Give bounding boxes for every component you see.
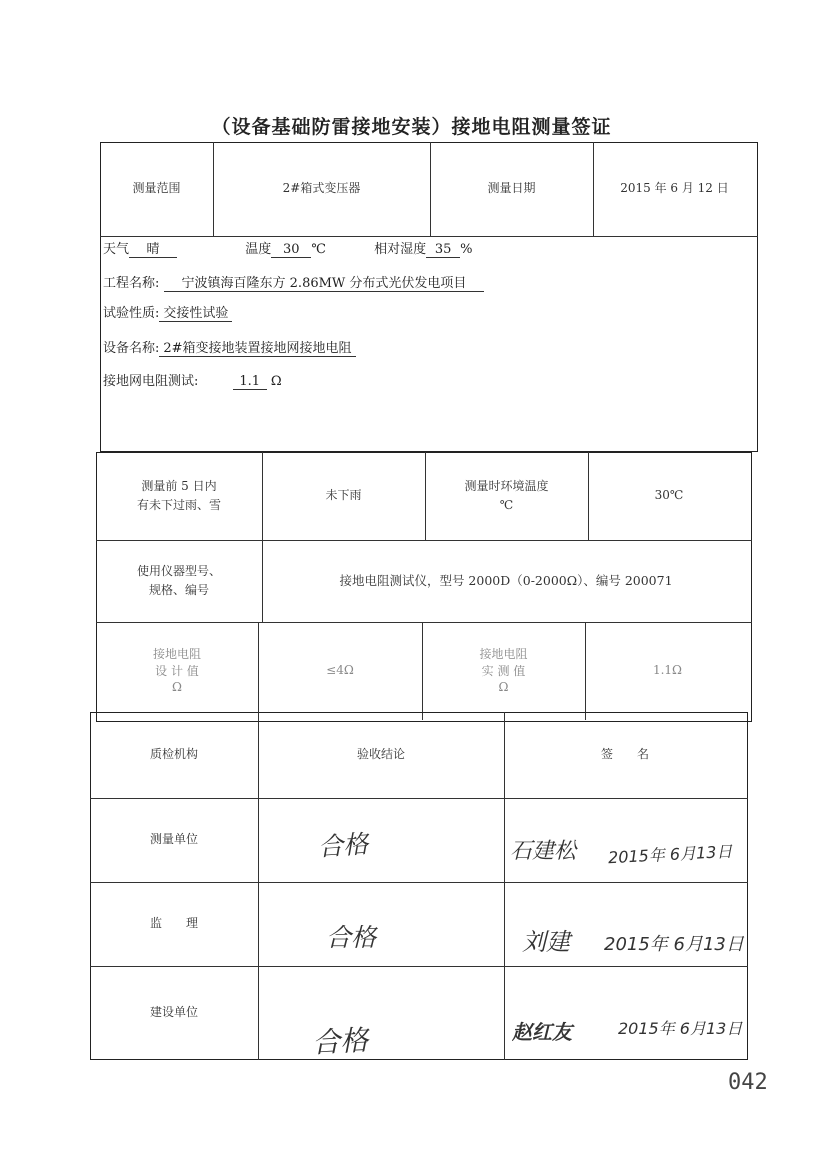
org-measurement-unit: 测量单位 bbox=[149, 832, 198, 847]
humidity-value: 35 bbox=[426, 242, 460, 258]
design-resistance-label: 接地电阻 设 计 值 Ω bbox=[152, 646, 201, 695]
test-type-value: 交接性试验 bbox=[159, 302, 232, 322]
signature-handwritten: 赵红友 bbox=[512, 1020, 572, 1044]
resistance-label: 接地网电阻测试: bbox=[103, 374, 199, 389]
equipment-label: 设备名称: bbox=[103, 341, 160, 356]
temp-value: 30 bbox=[271, 242, 311, 258]
org-supervision: 监 理 bbox=[149, 916, 198, 931]
conclusion-handwritten: 合格 bbox=[311, 1023, 369, 1060]
temp-label: 温度 bbox=[245, 242, 272, 257]
instrument-value: 接地电阻测试仪，型号 2000D（0-2000Ω）、编号 200071 bbox=[339, 573, 673, 588]
test-type-row bbox=[103, 302, 232, 322]
project-value: 宁波镇海百隆东方 2.86MW 分布式光伏发电项目 bbox=[164, 272, 485, 292]
rain-value: 未下雨 bbox=[325, 488, 362, 503]
equipment-row bbox=[103, 337, 356, 357]
weather-row bbox=[103, 238, 473, 258]
env-temp-label: 测量时环境温度 ℃ bbox=[464, 478, 549, 512]
resistance-row bbox=[103, 370, 282, 390]
page-number: 042 bbox=[728, 1070, 768, 1095]
scope-value: 2#箱式变压器 bbox=[282, 181, 361, 196]
rain-label: 测量前 5 日内 有未下过雨、雪 bbox=[136, 478, 221, 512]
conclusion-handwritten: 合格 bbox=[326, 923, 377, 952]
col-conclusion-header: 验收结论 bbox=[356, 747, 405, 762]
resistance-value: 1.1 bbox=[233, 374, 267, 390]
scope-label: 测量范围 bbox=[132, 181, 181, 196]
date-value: 2015 年 6 月 12 日 bbox=[620, 181, 729, 196]
measured-resistance-value: 1.1Ω bbox=[652, 663, 683, 678]
signature-date: 2015年 6月13日 bbox=[604, 934, 744, 955]
humidity-unit: % bbox=[460, 242, 473, 257]
resistance-unit: Ω bbox=[270, 374, 282, 389]
conclusion-handwritten: 合格 bbox=[317, 829, 370, 862]
col-signature-header: 签 名 bbox=[600, 747, 649, 762]
humidity-label: 相对湿度 bbox=[374, 242, 427, 257]
org-construction-unit: 建设单位 bbox=[149, 1005, 198, 1020]
project-label: 工程名称: bbox=[103, 276, 160, 291]
signature-handwritten: 石建松 bbox=[510, 839, 577, 864]
document-title: （设备基础防雷接地安装）接地电阻测量签证 bbox=[211, 116, 612, 138]
env-temp-value: 30℃ bbox=[654, 488, 684, 503]
temp-unit: ℃ bbox=[311, 242, 326, 257]
measured-resistance-label: 接地电阻 实 测 值 Ω bbox=[479, 646, 528, 695]
instrument-label: 使用仪器型号、 规格、编号 bbox=[136, 563, 221, 597]
project-row bbox=[103, 272, 484, 292]
weather-label: 天气 bbox=[103, 242, 130, 257]
design-resistance-value: ≤4Ω bbox=[326, 663, 354, 678]
test-type-label: 试验性质: bbox=[103, 306, 160, 321]
col-org-header: 质检机构 bbox=[149, 747, 198, 762]
date-label: 测量日期 bbox=[487, 181, 536, 196]
signature-date: 2015年 6月13日 bbox=[607, 841, 733, 868]
weather-value: 晴 bbox=[129, 238, 177, 258]
signature-date: 2015年 6月13日 bbox=[618, 1019, 743, 1038]
equipment-value: 2#箱变接地装置接地网接地电阻 bbox=[159, 337, 355, 357]
signature-handwritten: 刘建 bbox=[522, 928, 570, 956]
